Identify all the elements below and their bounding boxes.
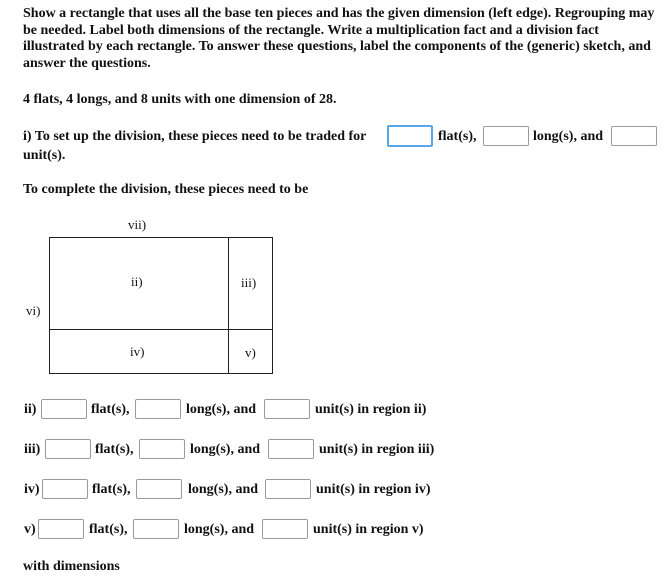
row-longs-label: long(s), and bbox=[188, 482, 259, 497]
rect-right-edge bbox=[272, 237, 273, 374]
question-i-prefix: i) To set up the division, these pieces need to be traded for bbox=[23, 129, 367, 144]
row-label: v) bbox=[24, 522, 36, 537]
row-flats-label: flat(s), bbox=[89, 522, 128, 537]
region-v-flats-input[interactable] bbox=[38, 519, 84, 539]
region-iv-label: iv) bbox=[130, 344, 145, 359]
row-longs-label: long(s), and bbox=[186, 402, 257, 417]
rect-left-edge bbox=[49, 237, 50, 374]
row-label: iv) bbox=[24, 482, 40, 497]
region-iii-longs-input[interactable] bbox=[139, 439, 185, 459]
row-label: ii) bbox=[24, 402, 37, 417]
region-iii-flats-input[interactable] bbox=[45, 439, 91, 459]
region-ii-longs-input[interactable] bbox=[135, 399, 181, 419]
region-ii-units-input[interactable] bbox=[264, 399, 310, 419]
top-dimension-label: vii) bbox=[128, 217, 147, 232]
region-v-longs-input[interactable] bbox=[133, 519, 179, 539]
rect-top-edge bbox=[49, 237, 273, 238]
problem-statement: 4 flats, 4 longs, and 8 units with one dimension of 28. bbox=[23, 92, 337, 107]
region-iv-flats-input[interactable] bbox=[42, 479, 88, 499]
row-units-label: unit(s) in region iv) bbox=[316, 482, 431, 497]
region-v-units-input[interactable] bbox=[262, 519, 308, 539]
rect-horizontal-divider bbox=[49, 329, 273, 330]
row-flats-label: flat(s), bbox=[95, 442, 134, 457]
region-ii-label: ii) bbox=[131, 274, 143, 289]
region-iv-longs-input[interactable] bbox=[136, 479, 182, 499]
row-longs-label: long(s), and bbox=[190, 442, 261, 457]
region-iii-label: iii) bbox=[241, 275, 257, 290]
traded-longs-label: long(s), and bbox=[533, 129, 604, 144]
row-flats-label: flat(s), bbox=[92, 482, 131, 497]
left-dimension-label: vi) bbox=[26, 303, 41, 318]
rect-bottom-edge bbox=[49, 373, 273, 374]
rect-vertical-divider bbox=[228, 237, 229, 374]
region-v-label: v) bbox=[245, 345, 256, 360]
traded-longs-input[interactable] bbox=[483, 126, 529, 146]
row-units-label: unit(s) in region ii) bbox=[315, 402, 427, 417]
region-ii-flats-input[interactable] bbox=[41, 399, 87, 419]
with-dimensions-text: with dimensions bbox=[23, 559, 120, 574]
complete-division-text: To complete the division, these pieces need to be bbox=[23, 182, 309, 197]
traded-flats-input[interactable] bbox=[387, 125, 433, 147]
row-flats-label: flat(s), bbox=[91, 402, 130, 417]
row-longs-label: long(s), and bbox=[184, 522, 255, 537]
region-iii-units-input[interactable] bbox=[268, 439, 314, 459]
instructions-text: Show a rectangle that uses all the base ten pieces and has the given dimension (left edge). Regrouping may be needed. Label both dimensions of the rectangle. Write a multiplication fact and a division fact illustrated by each rectangle. To answer these questions, label the components of the (generic) sketch, and answer the questions. bbox=[23, 6, 655, 71]
row-units-label: unit(s) in region v) bbox=[313, 522, 424, 537]
row-units-label: unit(s) in region iii) bbox=[319, 442, 435, 457]
traded-units-input[interactable] bbox=[611, 126, 657, 146]
region-iv-units-input[interactable] bbox=[265, 479, 311, 499]
traded-flats-label: flat(s), bbox=[438, 129, 477, 144]
row-label: iii) bbox=[24, 442, 41, 457]
traded-units-label: unit(s). bbox=[23, 148, 66, 163]
